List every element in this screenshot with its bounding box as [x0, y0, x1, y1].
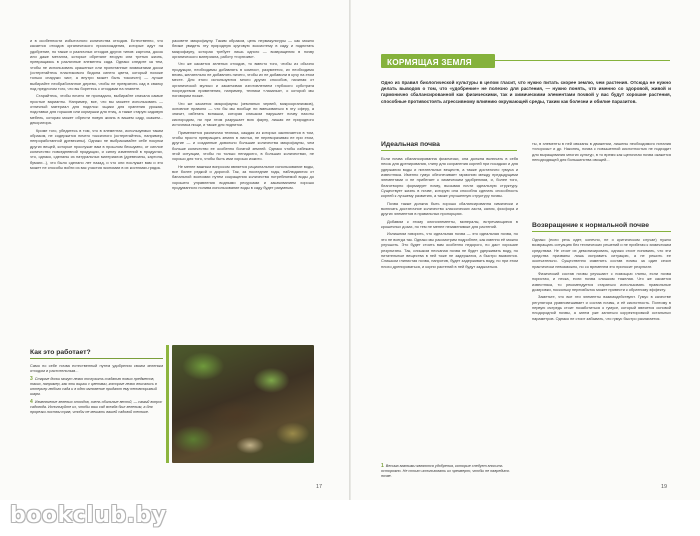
tip-number: 1 [381, 463, 384, 469]
site-watermark: bookclub.by [10, 503, 167, 528]
chapter-title: КОРМЯЩАЯ ЗЕМЛЯ [387, 56, 472, 67]
heading-rule [532, 231, 671, 232]
page-number: 17 [316, 484, 323, 490]
tip-text: Измельчение зеленых отходов, очень обильные весной, — самый вопрос садовода. Используйте их, чтобы ваш сад всегда был зеленым, а для прорезки листвы трав, чтобы не мешать вашей садовой технике. [30, 400, 163, 415]
paragraph: Само по себе почва естественный путем удобрения своим зеленым отходом и растительным... [30, 363, 163, 374]
paragraph: Однако (если речь идет, конечно, не о критическом случае) нужно возвращать ситуацию без технических решений и не прибегая к химическим средствам. Не стоит их демонизировать, однако стоит понимать, что эти средства призваны лишь исправить ситуацию, а не решить ее окончательно. Существенно изменить состав почвы за один сезон практически невозможно, но со временем это приносит результат. [532, 237, 671, 269]
right-column-1 [381, 156, 518, 456]
right-page [351, 0, 700, 500]
left-column-1-bottom [30, 363, 163, 483]
tip-text: Старые доски могут легко послужить созданию новых предметов, таких, например, как эти ящики с цветами, которые легко вписались в интерьер любого сада и в одно мгновение придают ему неповторимый шарм. [30, 376, 157, 396]
tip-caption [381, 461, 517, 491]
tip-number: 4 [30, 399, 33, 406]
paragraph: ты, в элементы в ней связаны в движении, лишены необходимого питания «хлорозы» и др. Наконец, почва с повышенной кислотностью не подходит для выращивания многих культур, в то время как щелочная почва окажется неподходящей для большинства овощей... [532, 141, 671, 163]
section-heading: Как это работает? [30, 349, 91, 356]
paragraph: Старайтесь, чтобы ничего не пропадало, выбирайте сначала самые простые варианты. Например, все, что вы можете использовать — отличный материал для поделок: ящики для хранения урожая, подставки для горшков или кормушки для птиц, а также старую садовую мебель, которая может обрести новую жизнь в вашем саду, скажем... декоратора. [30, 93, 163, 126]
paragraph: Почва также должна быть хорошо сбалансированна химически и включать достаточное количество классических азота, калия, фосфора и других элементов в правильных пропорциях. [381, 200, 518, 217]
left-page [0, 0, 349, 500]
paragraph: и в особенности избыточного количества отходов. Естественно, что касается отходов органического происхождения, которые идут на удобрение, но также и различных отходов других типов: картона, досок или даже металла, которые обретают вторую или третью жизнь, превращаясь в различные элементы сада. Однако следите за тем, чтобы не использовать крашеные или пропитанные химикатами доски (остерегайтесь пластикового бидона синего цвета, который похоже только снаружи чист, а внутри может быть токсичен) — лучше выбирайте необработанное дерево, чтобы не превратить сад в свалку под предлогом того, что вы боретесь с отходами на планете. [30, 38, 163, 92]
paragraph: Кроме того, убедитесь в том, что в элементах, используемых таким образом, не содержится ничего токсичного (остерегайтесь, например, непроработанной древесины). Однако не выбрасывайте себе покупки других вещей, которые прослужат вам в прошлом бесшумно, от сиплое количество повседневной продукции, и сиплу изменений в продуктах, что, однако, сделаны из натуральных материалов (древесины, картона, бумаги...), что было сделано лет назад, и что они послужат вам и это может не способы войти из вас участия экономии в их костюмах-грядок. [30, 127, 163, 170]
section-heading: Идеальная почва [381, 141, 440, 148]
paragraph: рассвете микрофауну. Таким образом, цель пермакультуры — как можно ближе увидеть эту природную круговую экосистему в саду и подпитать микрофауну, которая требует лишь одного — возвращения в почву органического материала, работу «горючим». [172, 38, 314, 60]
heading-rule [381, 150, 517, 151]
tip-caption [30, 400, 163, 415]
paragraph: Не менее важным вопросом является рациональное использование воды, все более редкой и дорогой. Так, за последние годы, наблюдаются от банальной экономии путем сокращения количества потребляемой воды до хорошего управления водными ресурсами и закачиванием хорошо продуманного полива использование воды в саду будет разумным. [172, 163, 314, 190]
page-number: 19 [661, 484, 668, 490]
paragraph: Заметьте, что все эти элементы взаимодействуют. Гумус в качестве регулятора уравновешивает и состав почвы, и её кислотность. Поэтому в первую очередь стоит позаботиться о гумусе, который является основой плодородной почвы, а затем уже заняться корректировкой остальных параметров. Однако не стоит забывать, что гумус быстро разлагается. [532, 294, 671, 321]
section-heading: Возвращение к нормальной почве [532, 222, 649, 229]
tip-number: 3 [30, 375, 33, 382]
paragraph: Что же касается зеленых отходов, то вместо того, чтобы из обычно продукции, необходимы добавлять в компост, разумеется, их необходимо вновь, желательно не добавлять ничего, чтобы их не добавили в кучу на этом месте. Для этого используются много других способов, начиная от органической мульчи и заканчивая изготовлением глубокого субстрата посредством применения, например, техники «лазанья», о которой мы поговорим позже. [172, 61, 314, 99]
photo-accent-strip [166, 345, 169, 463]
right-column-2 [532, 237, 671, 487]
left-column-1 [30, 38, 163, 338]
chapter-intro [381, 80, 671, 134]
paragraph: Что же касается микрофауны (земляных червей, микроорганизмов), основное правило — что бы мы вообще ни вмешиваться в эту сферу, а значит, избегать вспашки, которая слишком нарушает почву пахоты кислородом, ни при этом разрушает всю фауну, лишая ее природного источника пищи, и также для подпитки. [172, 100, 314, 128]
garden-photo [172, 345, 314, 463]
paragraph: Применяется различная техника, каждая из которых заключается в том, чтобы просто превращать землю в листья, не переворачивая ее при этом, другие — и созданные довольно большие количества микрофауны, чем больше количество ее особенно богатой землей. Однако чтобы избежать этой ситуации, чтобы по только ненадолго, в больших количествах, не хорошо для того, чтобы быть ими хорошо изжито. [172, 129, 314, 162]
left-column-2 [172, 38, 314, 340]
heading-rule [30, 358, 163, 359]
right-column-2-top [532, 141, 671, 219]
paragraph: Физический состав почвы улучшают с помощью глины, если почва пористая, и песка, если почва слишком тяжелая. Что же касается известняка, то рекомендуется стараться использовать правильные дозировки, поскольку переизбыток может привести к обратному эффекту. [532, 271, 671, 293]
paragraph: Если почва сбалансированна физически, она должна включать в себя песок для дренирования, глину для сохранения корней при посадках и для удержания воды и питательных веществ, а также достаточно гумуса и известняка. Именно гумус обеспечивает гармонию между предыдущими элементами и не прибегает к химическим удобрениям, и, более того, благотворно формирует почву, вызывая почти идеальную структуру. Существует жизнь в почве, которую она способна сделать способность корней к лучшему развитию, а также улучшенную структуру почвы. [381, 156, 518, 199]
paragraph: Излишним говорить, что идеальная почва — это идеальная почва, но это не всегда так. Однако мы рассмотрим подробнее, как именно её можно улучшить. Это будет стоить вам особенно недорого, но даст хорошие результаты. Так, слишком песчаная почва не будет удерживать воду, но питательные вещества в ней тоже не задержатся, а быстро вымоются. Слишком глинистая почва, напротив, будет задерживать воду, но при этом плохо дренироваться, и корни растений в ней будут задыхаться. [381, 231, 518, 269]
tip-caption [30, 377, 163, 397]
paragraph: Добавим к этому олигоэлементы, минералы, встречающиеся в крошечных дозах, но тем не менее незаменимые для растений. [381, 218, 518, 230]
tip-text: Весьма важными являются удобрения, которые следует вносить осторожно. Не стоит использовать их чрезмерно, чтобы не навредить почве. [381, 464, 510, 479]
banner-rule [495, 60, 670, 61]
intro-paragraph: Одно из правил биологической культуры в целом гласит, что нужно питать скорее землю, чем растения. Отсюда не нужно делать выводов о том, что «удобрение» не полезно для растения, — нужно понять, что именно со здоровой, живой и гармонично сбалансированной как физическими, так и химическими элементами почвой у вас будут хорошие растения, способные противостоять агрессивному влиянию окружающей среды, таким как болезни и обилие паразитов. [381, 80, 671, 104]
